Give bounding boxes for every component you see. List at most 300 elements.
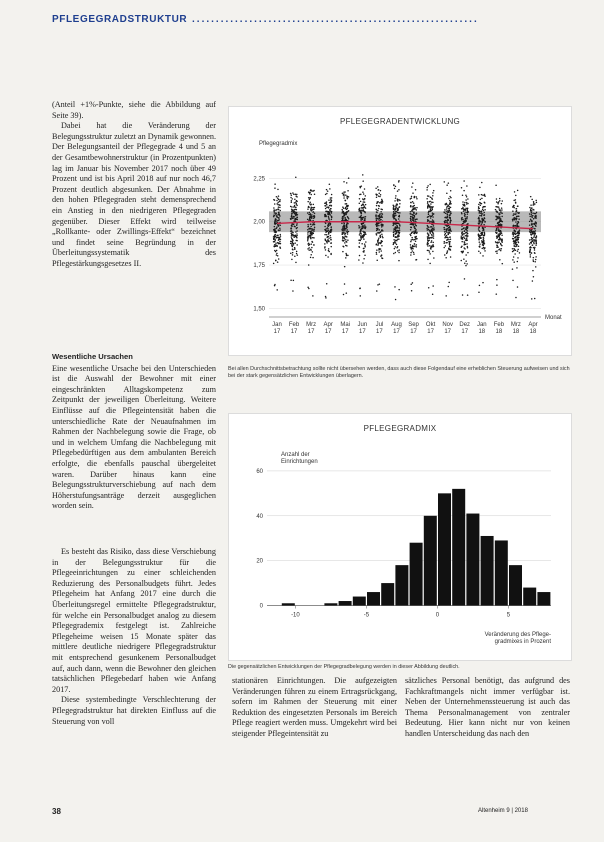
data-point	[529, 231, 531, 233]
data-point	[449, 232, 451, 234]
data-point	[381, 226, 383, 228]
x-tick-label: 0	[435, 612, 440, 619]
data-point	[363, 238, 365, 240]
data-point	[480, 237, 482, 239]
data-point	[342, 218, 344, 220]
data-point	[481, 218, 483, 220]
data-point	[433, 229, 435, 231]
data-point	[466, 185, 468, 187]
data-point	[411, 233, 413, 235]
data-point	[410, 244, 412, 246]
data-point	[379, 196, 381, 198]
data-point	[445, 257, 447, 259]
data-point	[513, 200, 515, 202]
data-point	[314, 212, 316, 214]
x-tick-label: Mrz	[306, 322, 317, 328]
data-point	[273, 239, 275, 241]
data-point	[364, 188, 366, 190]
data-point	[479, 215, 481, 217]
data-point	[290, 197, 292, 199]
histogram-bar	[466, 514, 479, 606]
outlier-point	[360, 295, 362, 297]
data-point	[361, 207, 363, 209]
data-point	[431, 237, 433, 239]
data-point	[275, 260, 277, 262]
data-point	[499, 198, 501, 200]
x-tick-label: Apr	[528, 322, 538, 328]
data-point	[517, 257, 519, 259]
data-point	[380, 211, 382, 213]
data-point	[479, 241, 481, 243]
data-point	[398, 233, 400, 235]
data-point	[461, 229, 463, 231]
data-point	[382, 213, 384, 215]
data-point	[294, 198, 296, 200]
data-point	[536, 240, 538, 242]
data-point	[536, 202, 538, 204]
data-point	[314, 227, 316, 229]
data-point	[313, 211, 315, 213]
data-point	[448, 248, 450, 250]
data-point	[331, 200, 333, 202]
data-point	[309, 199, 311, 201]
data-point	[328, 248, 330, 250]
data-point	[290, 228, 292, 230]
data-point	[363, 258, 365, 260]
data-point	[443, 242, 445, 244]
data-point	[499, 221, 501, 223]
data-point	[342, 210, 344, 212]
data-point	[499, 216, 501, 218]
data-point	[309, 197, 311, 199]
data-point	[481, 198, 483, 200]
data-point	[533, 243, 535, 245]
outlier-point	[432, 285, 434, 287]
data-point	[325, 239, 327, 241]
data-point	[481, 182, 483, 184]
data-point	[431, 216, 433, 218]
data-point	[274, 187, 276, 189]
data-point	[279, 201, 281, 203]
data-point	[433, 213, 435, 215]
histogram-bar	[452, 489, 465, 606]
data-point	[291, 198, 293, 200]
data-point	[448, 239, 450, 241]
data-point	[273, 241, 275, 243]
data-point	[466, 238, 468, 240]
data-point	[461, 187, 463, 189]
data-point	[414, 216, 416, 218]
data-point	[399, 206, 401, 208]
data-point	[378, 229, 380, 231]
histogram-bar	[495, 540, 508, 605]
data-point	[500, 244, 502, 246]
outlier-point	[531, 298, 533, 300]
data-point	[342, 227, 344, 229]
data-point	[294, 249, 296, 251]
data-point	[275, 223, 277, 225]
data-point	[428, 204, 430, 206]
data-point	[481, 213, 483, 215]
data-point	[462, 194, 464, 196]
data-point	[294, 209, 296, 211]
data-point	[465, 195, 467, 197]
data-point	[276, 203, 278, 205]
data-point	[410, 227, 412, 229]
data-point	[273, 263, 275, 265]
data-point	[448, 230, 450, 232]
data-point	[462, 251, 464, 253]
data-point	[363, 250, 365, 252]
data-point	[535, 215, 537, 217]
data-point	[308, 236, 310, 238]
x-tick-year: 17	[307, 329, 315, 335]
data-point	[484, 206, 486, 208]
y-axis-label-line1: Anzahl der	[281, 452, 310, 458]
data-point	[398, 252, 400, 254]
data-point	[432, 209, 434, 211]
data-point	[278, 258, 280, 260]
data-point	[411, 248, 413, 250]
data-point	[533, 242, 535, 244]
data-point	[331, 216, 333, 218]
data-point	[412, 182, 414, 184]
data-point	[293, 243, 295, 245]
column-3	[405, 676, 570, 740]
data-point	[326, 234, 328, 236]
data-point	[414, 223, 416, 225]
data-point	[496, 252, 498, 254]
data-point	[314, 194, 316, 196]
data-point	[345, 208, 347, 210]
data-point	[307, 240, 309, 242]
data-point	[444, 222, 446, 224]
data-point	[484, 217, 486, 219]
data-point	[312, 237, 314, 239]
data-point	[444, 209, 446, 211]
outlier-point	[359, 288, 361, 290]
data-point	[378, 205, 380, 207]
data-point	[512, 248, 514, 250]
data-point	[398, 189, 400, 191]
data-point	[446, 184, 448, 186]
outlier-point	[312, 295, 314, 297]
data-point	[291, 194, 293, 196]
data-point	[447, 233, 449, 235]
data-point	[313, 230, 315, 232]
data-point	[462, 223, 464, 225]
data-point	[292, 249, 294, 251]
data-point	[344, 199, 346, 201]
data-point	[328, 240, 330, 242]
data-point	[360, 232, 362, 234]
data-point	[446, 220, 448, 222]
x-tick-year: 18	[512, 329, 520, 335]
data-point	[311, 214, 313, 216]
data-point	[532, 232, 534, 234]
data-point	[461, 233, 463, 235]
data-point	[484, 202, 486, 204]
data-point	[466, 232, 468, 234]
data-point	[430, 246, 432, 248]
data-point	[314, 224, 316, 226]
data-point	[292, 235, 294, 237]
data-point	[532, 215, 534, 217]
data-point	[329, 188, 331, 190]
data-point	[410, 211, 412, 213]
data-point	[381, 215, 383, 217]
data-point	[481, 194, 483, 196]
data-point	[517, 237, 519, 239]
data-point	[415, 189, 417, 191]
data-point	[466, 218, 468, 220]
figure-title: PFLEGEGRADMIX	[363, 424, 437, 433]
section-title: PFLEGEGRADSTRUKTUR	[52, 14, 188, 25]
data-point	[394, 215, 396, 217]
data-point	[411, 210, 413, 212]
data-point	[399, 229, 401, 231]
data-point	[495, 209, 497, 211]
data-point	[467, 252, 469, 254]
data-point	[446, 213, 448, 215]
data-point	[415, 231, 417, 233]
data-point	[467, 230, 469, 232]
data-point	[291, 241, 293, 243]
data-point	[518, 218, 520, 220]
data-point	[519, 252, 521, 254]
data-point	[426, 198, 428, 200]
data-point	[464, 262, 466, 264]
data-point	[427, 244, 429, 246]
data-point	[531, 217, 533, 219]
data-point	[465, 254, 467, 256]
data-point	[432, 195, 434, 197]
data-point	[308, 247, 310, 249]
data-point	[413, 239, 415, 241]
data-point	[413, 252, 415, 254]
data-point	[483, 220, 485, 222]
data-point	[330, 230, 332, 232]
data-point	[484, 247, 486, 249]
data-point	[478, 206, 480, 208]
data-point	[413, 224, 415, 226]
data-point	[430, 241, 432, 243]
data-point	[363, 248, 365, 250]
data-point	[343, 224, 345, 226]
data-point	[311, 247, 313, 249]
data-point	[445, 228, 447, 230]
data-point	[360, 216, 362, 218]
data-point	[328, 213, 330, 215]
outlier-point	[376, 290, 378, 292]
data-point	[360, 211, 362, 213]
data-point	[515, 221, 517, 223]
data-point	[467, 213, 469, 215]
data-point	[376, 205, 378, 207]
x-tick-label: Mrz	[510, 322, 521, 328]
y-axis-label: Pflegegradmix	[259, 141, 298, 147]
data-point	[444, 229, 446, 231]
data-point	[396, 206, 398, 208]
data-point	[280, 224, 282, 226]
data-point	[393, 222, 395, 224]
data-point	[278, 206, 280, 208]
data-point	[498, 208, 500, 210]
x-axis-label-line1: Veränderung des Pflege-	[484, 632, 551, 638]
data-point	[273, 215, 275, 217]
data-point	[312, 190, 314, 192]
data-point	[312, 229, 314, 231]
data-point	[292, 234, 294, 236]
data-point	[296, 230, 298, 232]
data-point	[392, 225, 394, 227]
data-point	[330, 224, 332, 226]
data-point	[429, 231, 431, 233]
data-point	[450, 220, 452, 222]
data-point	[380, 250, 382, 252]
data-point	[396, 231, 398, 233]
data-point	[291, 242, 293, 244]
data-point	[529, 239, 531, 241]
data-point	[346, 195, 348, 197]
data-point	[296, 200, 298, 202]
paragraph-col2: stationären Einrichtungen. Die aufgezeigten Veränderungen führen zu einem Ertragsrückgang, sofern im Rahmen der Steuerung mit einer Reduktion des eingesetzten Personals im Bereich Pflege reagiert werden muss. Umgekehrt wird bei steigender Pflegeintensität zu	[232, 676, 397, 738]
data-point	[413, 226, 415, 228]
data-point	[514, 191, 516, 193]
data-point	[345, 253, 347, 255]
data-point	[426, 187, 428, 189]
data-point	[296, 194, 298, 196]
data-point	[482, 244, 484, 246]
data-point	[378, 225, 380, 227]
histogram-bar	[424, 516, 437, 606]
data-point	[330, 254, 332, 256]
data-point	[398, 218, 400, 220]
data-point	[479, 222, 481, 224]
data-point	[347, 198, 349, 200]
data-point	[448, 211, 450, 213]
data-point	[380, 219, 382, 221]
data-point	[358, 246, 360, 248]
data-point	[433, 235, 435, 237]
data-point	[296, 228, 298, 230]
column-1-bottom	[52, 547, 216, 727]
data-point	[277, 202, 279, 204]
data-point	[518, 234, 520, 236]
data-point	[276, 215, 278, 217]
data-point	[427, 226, 429, 228]
data-point	[359, 242, 361, 244]
data-point	[410, 241, 412, 243]
data-point	[449, 246, 451, 248]
data-point	[515, 211, 517, 213]
data-point	[466, 263, 468, 265]
data-point	[291, 238, 293, 240]
data-point	[311, 216, 313, 218]
data-point	[515, 231, 517, 233]
data-point	[461, 241, 463, 243]
data-point	[414, 221, 416, 223]
y-tick-label: 1,50	[253, 306, 265, 313]
outlier-point	[479, 285, 481, 287]
figure-pflegegradmix	[228, 413, 572, 661]
data-point	[466, 202, 468, 204]
data-point	[376, 234, 378, 236]
outlier-point	[467, 294, 469, 296]
data-point	[291, 200, 293, 202]
data-point	[277, 261, 279, 263]
data-point	[512, 220, 514, 222]
data-point	[495, 219, 497, 221]
data-point	[496, 198, 498, 200]
data-point	[393, 209, 395, 211]
data-point	[361, 223, 363, 225]
data-point	[447, 237, 449, 239]
data-point	[534, 228, 536, 230]
data-point	[498, 241, 500, 243]
column-1-top	[52, 100, 216, 270]
data-point	[345, 239, 347, 241]
data-point	[294, 202, 296, 204]
data-point	[376, 194, 378, 196]
data-point	[359, 217, 361, 219]
data-point	[445, 220, 447, 222]
data-point	[430, 210, 432, 212]
data-point	[376, 259, 378, 261]
data-point	[516, 245, 518, 247]
data-point	[324, 234, 326, 236]
figure-title: PFLEGEGRADENTWICKLUNG	[339, 117, 461, 126]
data-point	[325, 194, 327, 196]
data-point	[308, 245, 310, 247]
outlier-point	[276, 289, 278, 291]
data-point	[393, 232, 395, 234]
data-point	[276, 254, 278, 256]
data-point	[446, 192, 448, 194]
data-point	[307, 208, 309, 210]
data-point	[497, 206, 499, 208]
data-point	[427, 237, 429, 239]
data-point	[484, 209, 486, 211]
data-point	[324, 216, 326, 218]
data-point	[276, 200, 278, 202]
data-point	[310, 238, 312, 240]
data-point	[467, 203, 469, 205]
data-point	[496, 201, 498, 203]
data-point	[529, 221, 531, 223]
data-point	[412, 192, 414, 194]
data-point	[394, 227, 396, 229]
data-point	[394, 248, 396, 250]
x-tick-year: 17	[290, 329, 298, 335]
y-tick-label: 60	[256, 468, 263, 475]
data-point	[364, 243, 366, 245]
paragraph-4: Es besteht das Risiko, dass diese Verschiebung in der Belegungsstruktur für die Pflegeeinrichtungen zu einer schleichenden Reduzierung des Personalbudgets führt. Jedes Pflegeheim hat Anfang 2017 eine durch die Überleitungsregel ermittelte Pflegegradstruktur, für welche ein Personalbudget analog zu diesem Pflegegrademix festgelegt ist. Zahlreiche Pflegeheime weisen 15 Monate später das mittlere deutliche niedrigere Pflegegradstruktur mit entsprechend gesunkenem Personalbudget auf, auch dann, wenn die Bewohner den gleichen tatsächlichen Pflegebedarf haben wie Anfang 2017.	[52, 547, 216, 694]
data-point	[396, 227, 398, 229]
data-point	[396, 247, 398, 249]
data-point	[466, 240, 468, 242]
outlier-point	[412, 282, 414, 284]
data-point	[430, 209, 432, 211]
data-point	[432, 192, 434, 194]
data-point	[291, 216, 293, 218]
data-point	[433, 257, 435, 259]
data-point	[331, 211, 333, 213]
data-point	[395, 229, 397, 231]
data-point	[307, 239, 309, 241]
data-point	[295, 195, 297, 197]
data-point	[327, 230, 329, 232]
